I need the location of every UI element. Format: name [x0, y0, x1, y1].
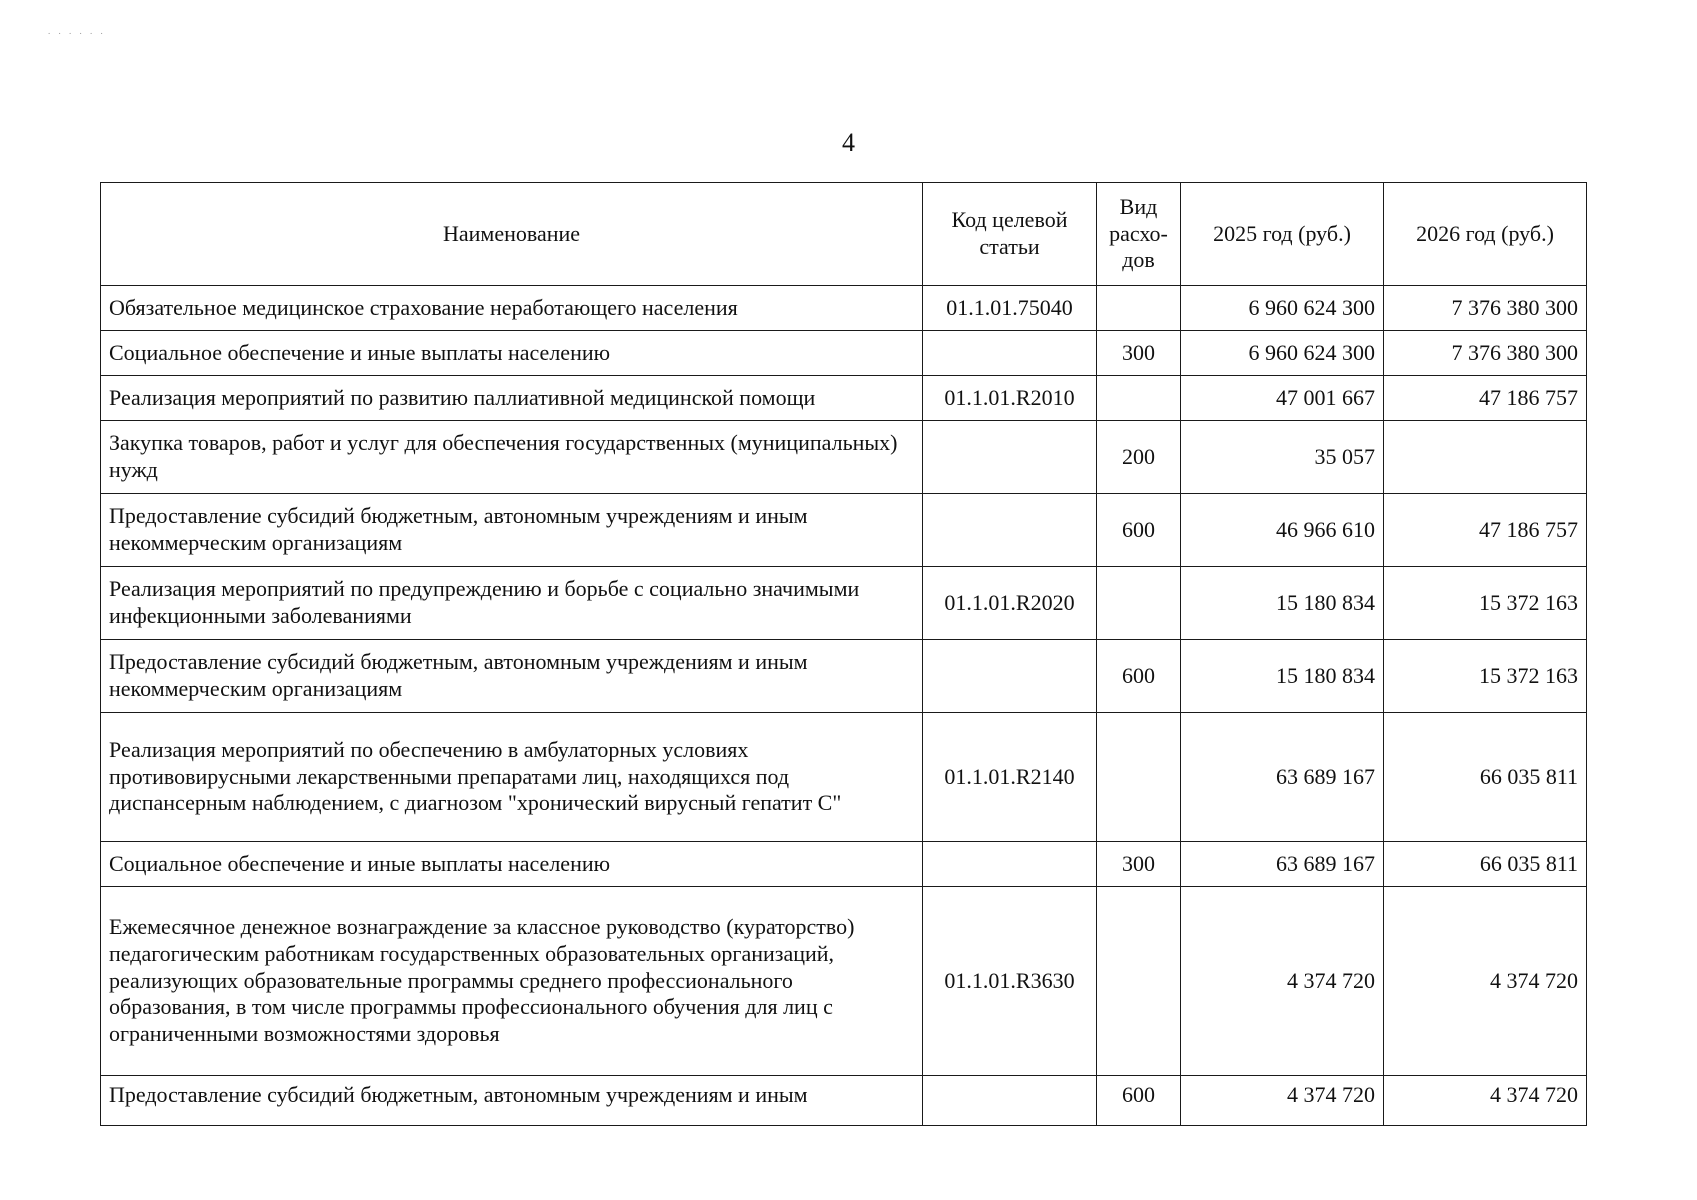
row-2025: 4 374 720 [1181, 1076, 1384, 1126]
row-name: Реализация мероприятий по развитию паллиативной медицинской помощи [101, 376, 923, 421]
row-2026: 47 186 757 [1384, 376, 1587, 421]
header-2025: 2025 год (руб.) [1181, 183, 1384, 286]
row-2026: 66 035 811 [1384, 713, 1587, 842]
row-2025: 63 689 167 [1181, 842, 1384, 887]
row-name: Реализация мероприятий по предупреждению и борьбе с социально значимыми инфекционными заболеваниями [101, 567, 923, 640]
page-number: 4 [842, 128, 855, 157]
row-name: Ежемесячное денежное вознаграждение за классное руководство (кураторство) педагогическим работникам государственных образовательных организаций, реализующих образовательные программы среднего профессионального образования, в том числе программы профессионального обучения для лиц с ограниченными возможностями здоровья [101, 887, 923, 1076]
row-name: Закупка товаров, работ и услуг для обеспечения государственных (муниципальных) нужд [101, 421, 923, 494]
row-2025: 15 180 834 [1181, 567, 1384, 640]
header-name: Наименование [101, 183, 923, 286]
row-2026: 4 374 720 [1384, 887, 1587, 1076]
table-row [101, 567, 1587, 640]
row-vid [1097, 567, 1181, 640]
row-name: Предоставление субсидий бюджетным, автономным учреждениям и иным некоммерческим организациям [101, 494, 923, 567]
table-row [101, 286, 1587, 331]
row-code: 01.1.01.R2020 [923, 567, 1097, 640]
row-2026: 4 374 720 [1384, 1076, 1587, 1126]
row-2026: 15 372 163 [1384, 567, 1587, 640]
header-2026: 2026 год (руб.) [1384, 183, 1587, 286]
row-2026: 15 372 163 [1384, 640, 1587, 713]
row-2026: 47 186 757 [1384, 494, 1587, 567]
row-code: 01.1.01.R3630 [923, 887, 1097, 1076]
row-vid: 300 [1097, 842, 1181, 887]
scan-marks: . . . . . . [48, 26, 106, 36]
row-code [923, 640, 1097, 713]
row-2025: 6 960 624 300 [1181, 331, 1384, 376]
row-vid: 600 [1097, 494, 1181, 567]
table-row [101, 331, 1587, 376]
row-2026: 7 376 380 300 [1384, 286, 1587, 331]
row-name: Обязательное медицинское страхование неработающего населения [101, 286, 923, 331]
row-name: Предоставление субсидий бюджетным, автономным учреждениям и иным некоммерческим организациям [101, 640, 923, 713]
row-code [923, 421, 1097, 494]
table-header [101, 183, 1587, 286]
row-2026 [1384, 421, 1587, 494]
row-vid: 200 [1097, 421, 1181, 494]
header-vid: Вид расхо-дов [1097, 183, 1181, 286]
table-row [101, 1076, 1587, 1126]
row-name: Реализация мероприятий по обеспечению в амбулаторных условиях противовирусными лекарственными препаратами лиц, находящихся под диспансерным наблюдением, с диагнозом "хронический вирусный гепатит С" [101, 713, 923, 842]
budget-table [100, 182, 1587, 1126]
row-vid: 300 [1097, 331, 1181, 376]
row-vid [1097, 376, 1181, 421]
table-row [101, 887, 1587, 1076]
table-row [101, 640, 1587, 713]
row-2025: 6 960 624 300 [1181, 286, 1384, 331]
row-2026: 7 376 380 300 [1384, 331, 1587, 376]
row-code: 01.1.01.R2010 [923, 376, 1097, 421]
table-row [101, 713, 1587, 842]
row-2025: 15 180 834 [1181, 640, 1384, 713]
row-vid: 600 [1097, 1076, 1181, 1126]
row-vid [1097, 286, 1181, 331]
row-name: Предоставление субсидий бюджетным, автономным учреждениям и иным [101, 1076, 923, 1126]
row-2025: 46 966 610 [1181, 494, 1384, 567]
table-body [101, 286, 1587, 1126]
header-code: Код целевой статьи [923, 183, 1097, 286]
row-2025: 4 374 720 [1181, 887, 1384, 1076]
row-2026: 66 035 811 [1384, 842, 1587, 887]
row-code [923, 842, 1097, 887]
row-name: Социальное обеспечение и иные выплаты населению [101, 842, 923, 887]
table-row [101, 376, 1587, 421]
table-row [101, 494, 1587, 567]
row-2025: 47 001 667 [1181, 376, 1384, 421]
row-2025: 63 689 167 [1181, 713, 1384, 842]
row-2025: 35 057 [1181, 421, 1384, 494]
row-name: Социальное обеспечение и иные выплаты населению [101, 331, 923, 376]
row-code [923, 1076, 1097, 1126]
row-code [923, 331, 1097, 376]
table-row [101, 421, 1587, 494]
table-row [101, 842, 1587, 887]
row-vid [1097, 713, 1181, 842]
row-code [923, 494, 1097, 567]
row-code: 01.1.01.R2140 [923, 713, 1097, 842]
row-code: 01.1.01.75040 [923, 286, 1097, 331]
row-vid: 600 [1097, 640, 1181, 713]
row-vid [1097, 887, 1181, 1076]
